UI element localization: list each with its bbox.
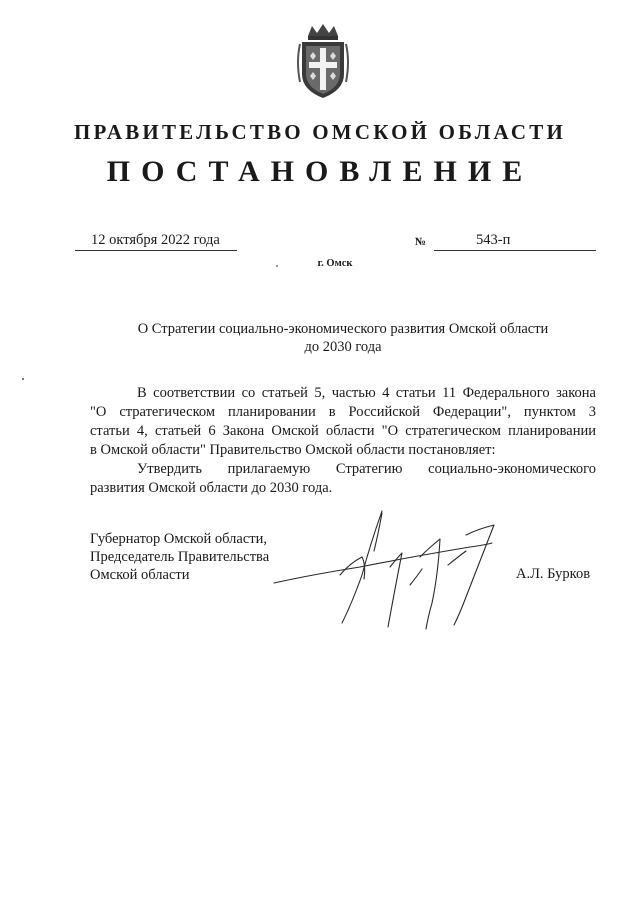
body-line-3: статьи 4, статьей 6 Закона Омской области "О стратегическом планировании: [90, 423, 596, 439]
signatory-name: А.Л. Бурков: [516, 566, 591, 582]
scan-speck: [276, 265, 278, 267]
number-field: [434, 232, 596, 251]
position-line-2: Председатель Правительства: [90, 549, 270, 565]
position-line-1: Губернатор Омской области,: [90, 531, 267, 547]
subject-line-2: до 2030 года: [304, 339, 382, 355]
document-subject: [90, 320, 596, 356]
signatory-position: [90, 530, 269, 584]
body-line-4: в Омской области" Правительство Омской области постановляет:: [90, 442, 496, 458]
scan-speck: [22, 378, 24, 380]
organization-title: ПРАВИТЕЛЬСТВО ОМСКОЙ ОБЛАСТИ: [73, 120, 566, 144]
body-line-6: развития Омской области до 2030 года.: [90, 480, 333, 496]
subject-line-1: О Стратегии социально-экономического развития Омской области: [137, 321, 549, 337]
number-sign: №: [415, 236, 427, 248]
body-line-5: Утвердить прилагаемую Стратегию социально-экономического: [137, 461, 596, 477]
city-label: г. Омск: [317, 258, 353, 269]
handwritten-signature-icon: [270, 505, 510, 635]
document-type-title: ПОСТАНОВЛЕНИЕ: [106, 155, 534, 188]
body-line-2: "О стратегическом планировании в Российской Федерации", пунктом 3: [90, 404, 596, 420]
coat-of-arms-icon: [296, 22, 350, 100]
document-body: [90, 384, 596, 498]
position-line-3: Омской области: [90, 567, 190, 583]
document-number: 543-п: [476, 232, 511, 248]
document-date: 12 октября 2022 года: [91, 232, 220, 248]
body-line-1: В соответствии со статьей 5, частью 4 статьи 11 Федерального закона: [137, 385, 596, 401]
date-field: [75, 232, 237, 251]
